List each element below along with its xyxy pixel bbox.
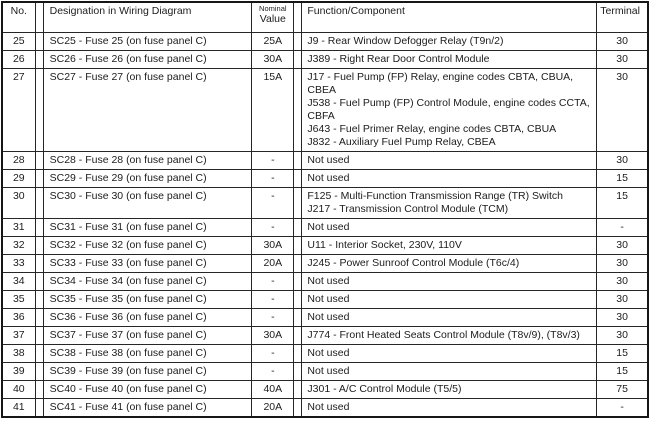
table-row bbox=[2, 344, 648, 362]
row-number-cell: 26 bbox=[2, 50, 35, 68]
function-cell bbox=[302, 32, 597, 50]
row-number-cell: 32 bbox=[2, 236, 35, 254]
function-cell bbox=[302, 236, 597, 254]
function-line: J17 - Fuel Pump (FP) Relay, engine codes CBTA, CBUA, bbox=[307, 70, 574, 83]
nominal-value-cell: - bbox=[252, 344, 294, 362]
spacer-cell bbox=[35, 254, 43, 272]
fuse-table-body bbox=[2, 32, 648, 417]
row-number-cell: 39 bbox=[2, 362, 35, 380]
spacer-cell bbox=[35, 50, 43, 68]
spacer-cell bbox=[35, 344, 43, 362]
spacer-cell bbox=[35, 272, 43, 290]
table-row bbox=[2, 169, 648, 187]
function-line: Not used bbox=[307, 310, 350, 323]
nominal-value-cell: - bbox=[252, 151, 294, 169]
header-terminal: Terminal bbox=[597, 2, 648, 32]
table-row bbox=[2, 398, 648, 417]
function-cell bbox=[302, 151, 597, 169]
header-spacer bbox=[294, 2, 302, 32]
function-cell bbox=[302, 68, 597, 151]
row-number-cell: 41 bbox=[2, 398, 35, 417]
designation-cell: SC39 - Fuse 39 (on fuse panel C) bbox=[43, 362, 252, 380]
function-line: CBFA bbox=[307, 109, 335, 122]
function-cell bbox=[302, 187, 597, 218]
function-line: Not used bbox=[307, 220, 350, 233]
function-line: J245 - Power Sunroof Control Module (T6c/4) bbox=[307, 256, 520, 269]
function-line: Not used bbox=[307, 274, 350, 287]
header-spacer bbox=[35, 2, 43, 32]
terminal-cell: 15 bbox=[597, 362, 648, 380]
nominal-value-cell: - bbox=[252, 169, 294, 187]
function-cell bbox=[302, 326, 597, 344]
nominal-value-cell: 30A bbox=[252, 326, 294, 344]
nominal-value-cell: 25A bbox=[252, 32, 294, 50]
terminal-cell: 30 bbox=[597, 68, 648, 151]
spacer-cell bbox=[35, 32, 43, 50]
spacer-cell bbox=[35, 308, 43, 326]
designation-cell: SC29 - Fuse 29 (on fuse panel C) bbox=[43, 169, 252, 187]
nominal-value-cell: - bbox=[252, 272, 294, 290]
nominal-value-cell: 30A bbox=[252, 50, 294, 68]
function-cell bbox=[302, 398, 597, 417]
terminal-cell: 30 bbox=[597, 236, 648, 254]
table-row bbox=[2, 272, 648, 290]
row-number-cell: 28 bbox=[2, 151, 35, 169]
function-line: J9 - Rear Window Defogger Relay (T9n/2) bbox=[307, 34, 504, 47]
spacer-cell bbox=[294, 254, 302, 272]
function-line: J389 - Right Rear Door Control Module bbox=[307, 52, 490, 65]
spacer-cell bbox=[294, 50, 302, 68]
spacer-cell bbox=[294, 151, 302, 169]
fuse-panel-table bbox=[1, 1, 649, 418]
function-line: Not used bbox=[307, 153, 350, 166]
spacer-cell bbox=[294, 187, 302, 218]
designation-cell: SC35 - Fuse 35 (on fuse panel C) bbox=[43, 290, 252, 308]
table-row bbox=[2, 218, 648, 236]
designation-cell: SC26 - Fuse 26 (on fuse panel C) bbox=[43, 50, 252, 68]
row-number-cell: 37 bbox=[2, 326, 35, 344]
row-number-cell: 35 bbox=[2, 290, 35, 308]
designation-cell: SC31 - Fuse 31 (on fuse panel C) bbox=[43, 218, 252, 236]
terminal-cell: 30 bbox=[597, 290, 648, 308]
designation-cell: SC32 - Fuse 32 (on fuse panel C) bbox=[43, 236, 252, 254]
table-row bbox=[2, 290, 648, 308]
function-line: J643 - Fuel Primer Relay, engine codes CBTA, CBUA bbox=[307, 122, 557, 135]
designation-cell: SC30 - Fuse 30 (on fuse panel C) bbox=[43, 187, 252, 218]
spacer-cell bbox=[294, 290, 302, 308]
header-nominal-value bbox=[252, 2, 294, 32]
terminal-cell: - bbox=[597, 218, 648, 236]
terminal-cell: 30 bbox=[597, 254, 648, 272]
terminal-cell: 30 bbox=[597, 272, 648, 290]
spacer-cell bbox=[35, 236, 43, 254]
spacer-cell bbox=[294, 344, 302, 362]
spacer-cell bbox=[35, 151, 43, 169]
spacer-cell bbox=[35, 68, 43, 151]
table-row bbox=[2, 236, 648, 254]
function-cell bbox=[302, 169, 597, 187]
spacer-cell bbox=[35, 290, 43, 308]
table-row bbox=[2, 308, 648, 326]
spacer-cell bbox=[35, 398, 43, 417]
designation-cell: SC40 - Fuse 40 (on fuse panel C) bbox=[43, 380, 252, 398]
function-line: U11 - Interior Socket, 230V, 110V bbox=[307, 238, 462, 251]
spacer-cell bbox=[294, 236, 302, 254]
spacer-cell bbox=[294, 308, 302, 326]
spacer-cell bbox=[35, 169, 43, 187]
row-number-cell: 40 bbox=[2, 380, 35, 398]
function-cell bbox=[302, 254, 597, 272]
spacer-cell bbox=[294, 380, 302, 398]
terminal-cell: - bbox=[597, 398, 648, 417]
spacer-cell bbox=[294, 32, 302, 50]
terminal-cell: 15 bbox=[597, 169, 648, 187]
spacer-cell bbox=[294, 326, 302, 344]
function-line: J774 - Front Heated Seats Control Module (T8v/9), (T8v/3) bbox=[307, 328, 580, 341]
row-number-cell: 36 bbox=[2, 308, 35, 326]
terminal-cell: 75 bbox=[597, 380, 648, 398]
nominal-value-cell: - bbox=[252, 362, 294, 380]
designation-cell: SC36 - Fuse 36 (on fuse panel C) bbox=[43, 308, 252, 326]
designation-cell: SC28 - Fuse 28 (on fuse panel C) bbox=[43, 151, 252, 169]
row-number-cell: 29 bbox=[2, 169, 35, 187]
header-function: Function/Component bbox=[302, 2, 597, 32]
nominal-value-cell: - bbox=[252, 218, 294, 236]
function-line: Not used bbox=[307, 364, 350, 377]
function-line: Not used bbox=[307, 400, 350, 413]
designation-cell: SC25 - Fuse 25 (on fuse panel C) bbox=[43, 32, 252, 50]
table-row bbox=[2, 380, 648, 398]
function-cell bbox=[302, 50, 597, 68]
spacer-cell bbox=[35, 326, 43, 344]
nominal-value-cell: - bbox=[252, 187, 294, 218]
function-line: J217 - Transmission Control Module (TCM) bbox=[307, 202, 509, 215]
table-header bbox=[2, 2, 648, 32]
row-number-cell: 33 bbox=[2, 254, 35, 272]
table-row bbox=[2, 187, 648, 218]
spacer-cell bbox=[35, 218, 43, 236]
terminal-cell: 30 bbox=[597, 326, 648, 344]
terminal-cell: 15 bbox=[597, 187, 648, 218]
function-line: Not used bbox=[307, 292, 350, 305]
table-row bbox=[2, 254, 648, 272]
terminal-cell: 30 bbox=[597, 308, 648, 326]
function-cell bbox=[302, 362, 597, 380]
nominal-value-cell: 20A bbox=[252, 254, 294, 272]
table-row bbox=[2, 326, 648, 344]
terminal-cell: 30 bbox=[597, 151, 648, 169]
function-line: Not used bbox=[307, 171, 350, 184]
header-designation: Designation in Wiring Diagram bbox=[43, 2, 252, 32]
spacer-cell bbox=[294, 362, 302, 380]
spacer-cell bbox=[294, 68, 302, 151]
function-cell bbox=[302, 308, 597, 326]
spacer-cell bbox=[35, 362, 43, 380]
nominal-value-cell: 30A bbox=[252, 236, 294, 254]
table-row bbox=[2, 50, 648, 68]
nominal-value-cell: 40A bbox=[252, 380, 294, 398]
designation-cell: SC41 - Fuse 41 (on fuse panel C) bbox=[43, 398, 252, 417]
function-cell bbox=[302, 272, 597, 290]
header-row bbox=[2, 2, 648, 32]
function-line: J832 - Auxiliary Fuel Pump Relay, CBEA bbox=[307, 135, 496, 148]
row-number-cell: 31 bbox=[2, 218, 35, 236]
function-line: Not used bbox=[307, 346, 350, 359]
function-cell bbox=[302, 344, 597, 362]
nominal-value-cell: - bbox=[252, 308, 294, 326]
designation-cell: SC33 - Fuse 33 (on fuse panel C) bbox=[43, 254, 252, 272]
nominal-value-cell: 20A bbox=[252, 398, 294, 417]
spacer-cell bbox=[35, 380, 43, 398]
header-value-label: Value bbox=[259, 13, 286, 25]
table-row bbox=[2, 362, 648, 380]
spacer-cell bbox=[294, 218, 302, 236]
spacer-cell bbox=[294, 398, 302, 417]
header-nominal-label: Nominal bbox=[259, 4, 287, 13]
function-line: J301 - A/C Control Module (T5/5) bbox=[307, 382, 462, 395]
spacer-cell bbox=[35, 187, 43, 218]
table-row bbox=[2, 151, 648, 169]
row-number-cell: 38 bbox=[2, 344, 35, 362]
function-line: F125 - Multi-Function Transmission Range (TR) Switch bbox=[307, 189, 563, 202]
terminal-cell: 15 bbox=[597, 344, 648, 362]
row-number-cell: 27 bbox=[2, 68, 35, 151]
row-number-cell: 25 bbox=[2, 32, 35, 50]
terminal-cell: 30 bbox=[597, 50, 648, 68]
function-cell bbox=[302, 290, 597, 308]
designation-cell: SC27 - Fuse 27 (on fuse panel C) bbox=[43, 68, 252, 151]
row-number-cell: 34 bbox=[2, 272, 35, 290]
terminal-cell: 30 bbox=[597, 32, 648, 50]
table-row bbox=[2, 68, 648, 151]
nominal-value-cell: 15A bbox=[252, 68, 294, 151]
table-row bbox=[2, 32, 648, 50]
row-number-cell: 30 bbox=[2, 187, 35, 218]
function-cell bbox=[302, 218, 597, 236]
function-line: CBEA bbox=[307, 83, 336, 96]
nominal-value-cell: - bbox=[252, 290, 294, 308]
spacer-cell bbox=[294, 169, 302, 187]
function-line: J538 - Fuel Pump (FP) Control Module, engine codes CCTA, bbox=[307, 96, 590, 109]
designation-cell: SC38 - Fuse 38 (on fuse panel C) bbox=[43, 344, 252, 362]
spacer-cell bbox=[294, 272, 302, 290]
designation-cell: SC34 - Fuse 34 (on fuse panel C) bbox=[43, 272, 252, 290]
function-cell bbox=[302, 380, 597, 398]
header-no: No. bbox=[2, 2, 35, 32]
designation-cell: SC37 - Fuse 37 (on fuse panel C) bbox=[43, 326, 252, 344]
